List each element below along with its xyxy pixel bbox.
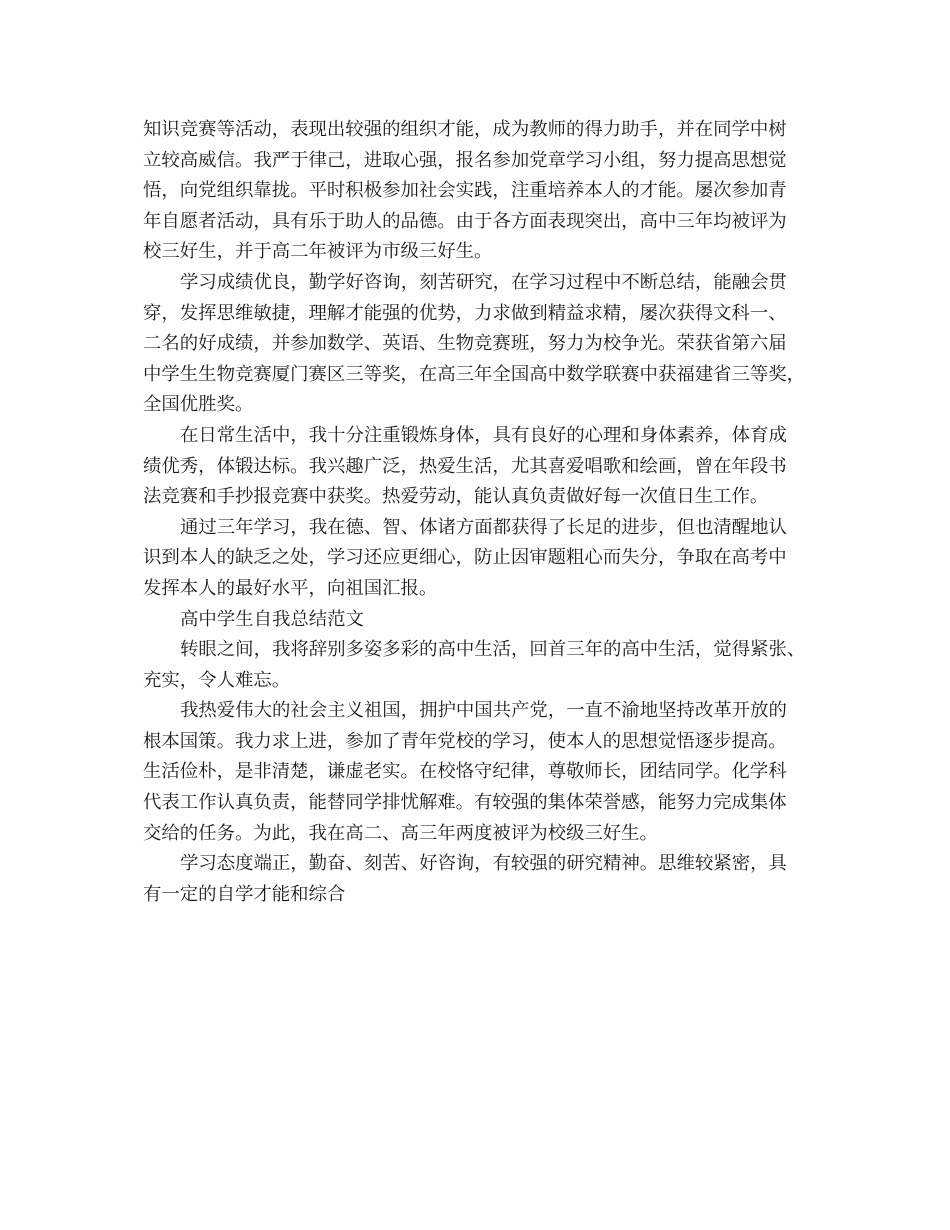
- text-line: 识到本人的缺乏之处，学习还应更细心，防止因审题粗心而失分，争取在高考中: [143, 547, 787, 569]
- text-line: 中学生生物竞赛厦门赛区三等奖，在高三年全国高中数学联赛中获福建省三等奖，: [143, 363, 806, 385]
- text-line: 充实，令人难忘。: [143, 669, 291, 691]
- text-line: 代表工作认真负责，能替同学排忧解难。有较强的集体荣誉感，能努力完成集体: [143, 792, 787, 814]
- paragraph-first-line: 学习态度端正，勤奋、刻苦、好咨询，有较强的研究精神。思维较紧密，具: [180, 853, 787, 875]
- text-line: 全国优胜奖。: [143, 394, 254, 416]
- text-line: 交给的任务。为此，我在高二、高三年两度被评为校级三好生。: [143, 822, 658, 844]
- text-line: 有一定的自学才能和综合: [143, 883, 346, 905]
- paragraph-first-line: 学习成绩优良，勤学好咨询，刻苦研究，在学习过程中不断总结，能融会贯: [180, 271, 787, 293]
- text-line: 发挥本人的最好水平，向祖国汇报。: [143, 577, 438, 599]
- text-line: 立较高威信。我严于律己，进取心强，报名参加党章学习小组，努力提高思想觉: [143, 149, 787, 171]
- paragraph-first-line: 高中学生自我总结范文: [180, 608, 364, 630]
- text-line: 生活俭朴，是非清楚，谦虚老实。在校恪守纪律，尊敬师长，团结同学。化学科: [143, 761, 787, 783]
- text-line: 穿，发挥思维敏捷，理解才能强的优势，力求做到精益求精，屡次获得文科一、: [143, 302, 787, 324]
- text-line: 绩优秀，体锻达标。我兴趣广泛，热爱生活，尤其喜爱唱歌和绘画，曾在年段书: [143, 455, 787, 477]
- paragraph-first-line: 我热爱伟大的社会主义祖国，拥护中国共产党，一直不渝地坚持改革开放的: [180, 700, 787, 722]
- paragraph-first-line: 在日常生活中，我十分注重锻炼身体，具有良好的心理和身体素养，体育成: [180, 424, 787, 446]
- text-line: 法竞赛和手抄报竞赛中获奖。热爱劳动，能认真负责做好每一次值日生工作。: [143, 486, 769, 508]
- paragraph-first-line: 转眼之间，我将辞别多姿多彩的高中生活，回首三年的高中生活，觉得紧张、: [180, 639, 806, 661]
- text-line: 二名的好成绩，并参加数学、英语、生物竞赛班，努力为校争光。荣获省第六届: [143, 333, 787, 355]
- text-line: 校三好生，并于高二年被评为市级三好生。: [143, 241, 493, 263]
- text-line: 年自愿者活动，具有乐于助人的品德。由于各方面表现突出，高中三年均被评为: [143, 210, 787, 232]
- text-line: 知识竞赛等活动，表现出较强的组织才能，成为教师的得力助手，并在同学中树: [143, 119, 787, 140]
- text-line: 根本国策。我力求上进，参加了青年党校的学习，使本人的思想觉悟逐步提高。: [143, 730, 787, 752]
- paragraph-first-line: 通过三年学习，我在德、智、体诸方面都获得了长足的进步，但也清醒地认: [180, 516, 787, 538]
- text-line: 悟，向党组织靠拢。平时积极参加社会实践，注重培养本人的才能。屡次参加青: [143, 180, 787, 202]
- document-body: [143, 115, 813, 910]
